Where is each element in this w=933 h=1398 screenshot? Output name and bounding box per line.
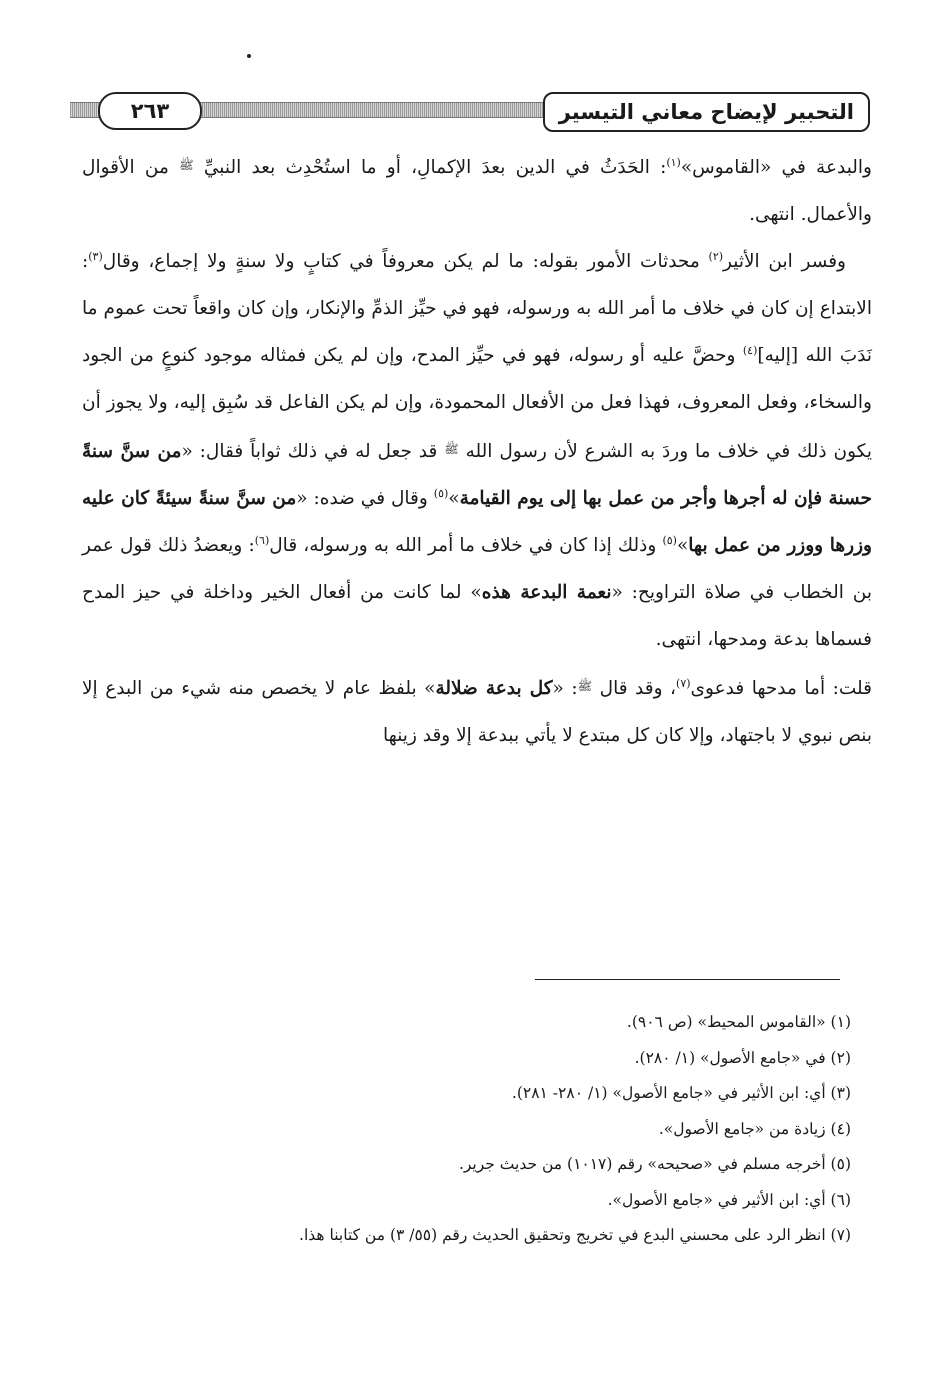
hadith-quote: من سنَّ سنةً حسنة فإن له أجرها وأجر من عمل بها إلى يوم القيامة (82, 441, 872, 509)
hadith-quote: كل بدعة ضلالة (435, 678, 553, 699)
running-header (70, 92, 870, 136)
paragraph (82, 238, 872, 663)
footnote: (١) «القاموس المحيط» (ص ٩٠٦). (626, 1013, 851, 1031)
footnote-marker: (٤) (742, 343, 758, 357)
text-run: والبدعة في «القاموس» (680, 157, 872, 178)
text-run: : الحَدَثُ في الدين بعدَ الإكمالِ، أو ما استُحْدِث بعد النبيِّ (193, 157, 667, 178)
footnote: (٢) في «جامع الأصول» (١/ ٢٨٠). (634, 1048, 851, 1067)
footnote-marker: (٥) (662, 533, 677, 547)
text-run: » (448, 488, 460, 509)
salutation-glyph: ﷺ (444, 442, 459, 456)
hadith-quote: نعمة البدعة هذه (481, 582, 612, 603)
text-run: وذلك إذا كان في خلاف ما أمر الله به ورسوله، قال (269, 535, 663, 556)
footnote-marker: (٥) (433, 486, 449, 500)
book-title: التحبير لإيضاح معاني التيسير (543, 92, 870, 132)
text-run: قلت: أما مدحها فدعوى (690, 678, 872, 699)
text-run: : ويعضدُ ذلك قول عمر بن الخطاب في صلاة التراويح: « (82, 535, 872, 603)
text-run: » لما كانت من أفعال الخير وداخلة في حيز المدح فسماها بدعة ومدحها، انتهى. (82, 582, 872, 650)
salutation-glyph: ﷺ (179, 158, 194, 172)
footnote-marker: (٣) (88, 249, 103, 263)
text-run: ، وقد قال (592, 678, 677, 699)
footnote: (٤) زيادة من «جامع الأصول». (658, 1119, 851, 1138)
paragraph (82, 663, 872, 759)
text-run: » (676, 535, 689, 556)
text-run: محدثات الأمور بقوله: ما لم يكن معروفاً في كتابٍ ولا سنةٍ ولا إجماع، وقال (102, 251, 709, 272)
text-run: من الأقوال والأعمال. انتهى. (82, 157, 872, 225)
footnote-marker: (٦) (254, 533, 270, 547)
main-text (82, 142, 872, 759)
footnote-separator (535, 979, 840, 980)
text-run: » بلفظ عام لا يخصص منه شيء من البدع إلا بنص نبوي لا باجتهاد، وإلا كان كل مبتدع لا يأتي ببدعة إلا وقد زينها (82, 678, 872, 746)
hadith-quote: من سنَّ سنةً سيئةً كان عليه وزرها ووزر من عمل بها (82, 488, 872, 556)
salutation-glyph: ﷺ (577, 679, 593, 693)
footnote-marker: (٢) (708, 249, 724, 263)
footnote: (٥) أخرجه مسلم في «صحيحه» رقم (١٠١٧) من حديث جرير. (458, 1155, 851, 1173)
text-run: : « (552, 678, 578, 699)
text-run: : الابتداع إن كان في خلاف ما أمر الله به ورسوله، فهو في حيِّز الذمِّ والإنكار، وإن كان واقعاً تحت عموم ما نَدَبَ الله [إليه] (82, 251, 872, 366)
text-run: قد جعل له في ذلك ثواباً فقال: « (181, 441, 445, 462)
text-run: وقال في ضده: « (296, 488, 434, 509)
text-run: وحضَّ عليه أو رسوله، فهو في حيِّز المدح، وإن لم يكن فمثاله موجود كنوعٍ من الجود والسخاء، وفعل المعروف، فهذا فعل من الأفعال المحمودة، وإن لم يكن الفاعل قد سُبِق إليه، ولا يجوز أن يكون ذلك في خلاف ما وردَ به الشرع لأن رسول الله (82, 345, 872, 462)
page-number: ٢٦٣ (98, 92, 202, 130)
footnote-marker: (٧) (676, 676, 691, 690)
footnote-marker: (١) (666, 155, 681, 169)
footnote: (٧) انظر الرد على محسني البدع في تخريج وتحقيق الحديث رقم (٥٥/ ٣) من كتابنا هذا. (299, 1226, 851, 1244)
paragraph (82, 142, 872, 238)
footnotes-list (71, 1005, 851, 1254)
footnote: (٣) أي: ابن الأثير في «جامع الأصول» (١/ ٢٨٠- ٢٨١). (511, 1084, 851, 1102)
footnote: (٦) أي: ابن الأثير في «جامع الأصول». (607, 1190, 851, 1209)
stray-dot-mark (247, 54, 251, 58)
text-run: وفسر ابن الأثير (723, 251, 846, 272)
